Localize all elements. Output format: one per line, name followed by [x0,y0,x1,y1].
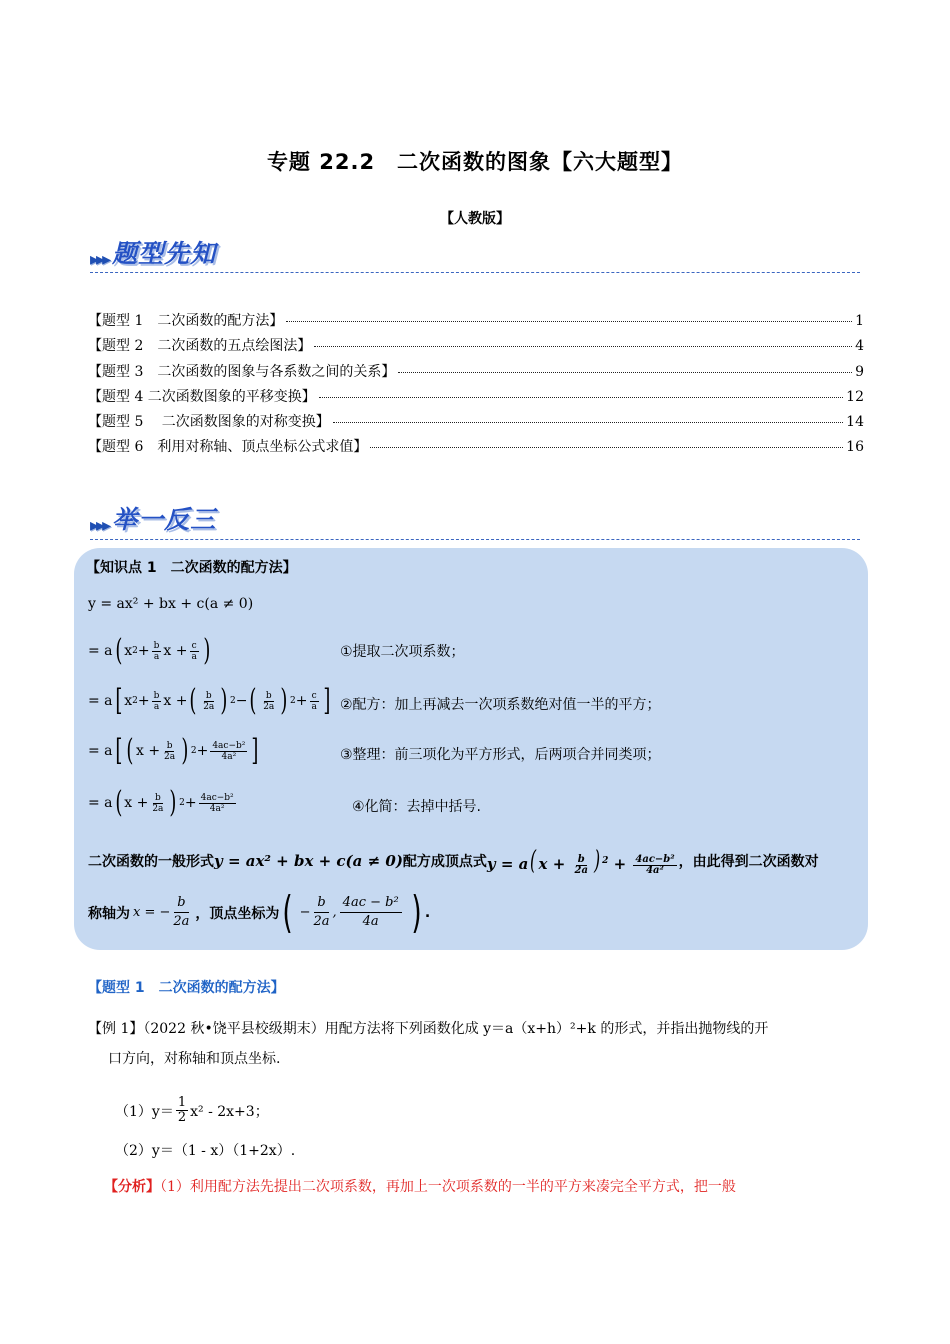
toc-label: 【题型 5 二次函数图象的对称变换】 [88,414,330,431]
toc-page: 12 [846,388,864,405]
vertex-form: y = a( x + $\frac{b}{2a}$ ) $^2$ + $\frac{\text{4ac−b²}}{\text{4a²}}$ [486,846,675,876]
equation-line-2: = a [ x 2 + $\frac{b}{a}$ x + ( $\frac{b}{2a}$ ) 2 − ( $\frac{b}{2a}$ ) 2 + $\frac{c}{a}$ ] [88,683,331,718]
equation-line-1: = a ( x 2 + $\frac{b}{a}$ x + $\frac{c}{a}$ ) [88,633,211,668]
toc-leader [319,397,843,398]
page-subtitle: 【人教版】 [440,211,510,227]
toc-label: 【题型 1 二次函数的配方法】 [88,313,284,329]
toc-label: 【题型 2 二次函数的五点绘图法】 [88,338,312,355]
banner-examples [90,502,216,536]
arrows-icon: ▸▸▸ [90,249,109,270]
toc-label: 【题型 3 二次函数的图象与各系数之间的关系】 [88,363,396,380]
example-item-1: （1）y＝ $\frac{1}{2}$ x² - 2x+3； [115,1095,269,1125]
toc-page: 16 [846,439,864,456]
toc-label: 【题型 6 利用对称轴、顶点坐标公式求值】 [88,439,368,456]
banner-title: 举一反三 [112,505,217,534]
equation-line-3: = a [ ( x + $\frac{b}{2a}$ ) 2 + $\frac{\text{4ac−b²}}{\text{4a²}}$ ] [88,733,259,768]
arrows-icon: ▸▸▸ [90,515,109,536]
section-heading: 【题型 1 二次函数的配方法】 [88,980,285,996]
divider [90,539,860,540]
knowledge-summary [88,846,819,876]
toc-item[interactable] [88,361,864,386]
example-text: （2022 秋•饶平县校级期末）用配方法将下列函数化成 y＝a（x+h）²+k 的形式，并指出抛物线的开 [143,1021,769,1037]
analysis [104,1176,874,1196]
toc-label: 【题型 4 二次函数图象的平移变换】 [88,388,316,405]
item-suffix: x² - 2x+3； [190,1103,269,1120]
toc-leader [398,372,852,373]
page-title: 专题 22.2 二次函数的图象【六大题型】 [266,150,684,174]
summary-text: ，由此得到二次函数对 [678,854,819,870]
toc-page: 14 [846,414,864,431]
toc-item[interactable] [88,335,864,360]
knowledge-heading: 【知识点 1 二次函数的配方法】 [86,560,297,576]
banner-title: 题型先知 [112,239,217,268]
item-prefix: （1）y＝ [115,1103,174,1120]
analysis-label: 【分析】 [104,1179,160,1195]
table-of-contents [88,310,864,462]
toc-item[interactable] [88,310,864,335]
toc-item[interactable] [88,436,864,461]
toc-page: 1 [855,313,864,329]
toc-leader [333,422,843,423]
toc-leader [370,447,843,448]
banner-question-types [90,236,216,270]
toc-item[interactable] [88,386,864,411]
example-item-2: （2）y＝（1 - x）（1+2x）. [115,1143,296,1159]
step-note-4: ④化简：去掉中括号. [352,799,482,815]
equation-line-4: = a ( x + $\frac{b}{2a}$ ) 2 + $\frac{\text{4ac−b²}}{\text{4a²}}$ [88,785,234,820]
summary-text: ，顶点坐标为 [195,905,280,922]
step-note-2: ②配方：加上再减去一次项系数绝对值一半的平方； [340,697,661,713]
step-note-1: ①提取二次项系数； [340,644,465,660]
example-text-cont: 口方向，对称轴和顶点坐标. [108,1051,281,1067]
toc-item[interactable] [88,411,864,436]
equation-line-0: y = ax² + bx + c(a ≠ 0) [88,596,254,612]
vertex-formula: − $\frac{b}{2a}$ , $\frac{\text{4ac − b²}}{4a}$ [300,894,405,931]
knowledge-summary-2: 称轴为 x = − $\frac{b}{2a}$ ，顶点坐标为 ( − $\frac{b}{2a}$ , $\frac{\text{4ac − b²}}{4a}$ ) . [88,886,431,938]
step-note-3: ③整理：前三项化为平方形式，后两项合并同类项； [340,747,661,763]
summary-text: 称轴为 [88,905,130,922]
toc-leader [314,346,852,347]
divider [90,272,860,273]
toc-page: 9 [855,363,864,380]
toc-page: 4 [855,338,864,355]
summary-text: 二次函数的一般形式 [88,854,214,870]
general-form: y = ax² + bx + c(a ≠ 0) [214,852,403,870]
axis-formula: x = − $\frac{b}{2a}$ [133,895,190,929]
example-1 [88,1014,868,1074]
analysis-text: （1）利用配方法先提出二次项系数，再加上一次项系数的一半的平方来凑完全平方式，把一般 [160,1179,736,1195]
summary-text: 配方成顶点式 [402,854,487,870]
toc-leader [286,321,852,322]
example-label: 【例 1】 [88,1021,144,1037]
